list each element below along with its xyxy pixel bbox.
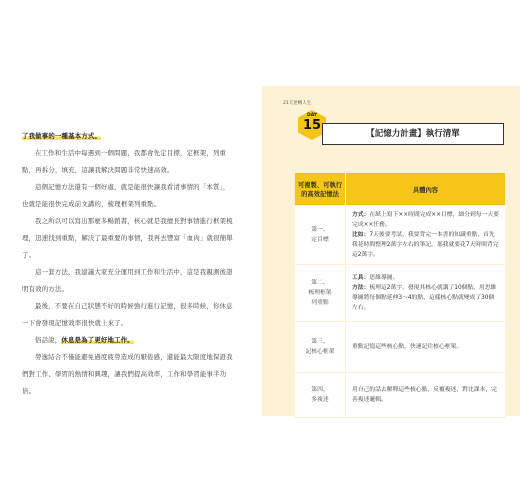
step-content: 方式：在紙上寫下××時間完成××目標，細分到每一天要完成××任務。 比如：7天後要考試，我要背完一本書的知識重點，首先我花時間整理2萬字左右的筆記，那我就要花7天時間背完這2萬字。 xyxy=(346,206,506,265)
paragraph: 在工作和生活中每遇到一個問題，我都會先定目標，定框架，列重點，再拆分，填充，這讓我解決問題非常快速高效。 xyxy=(22,149,227,174)
saying-highlight: 休息是為了更好地工作。 xyxy=(61,336,134,344)
checklist-title: 【記憶力計畫】執行清單 xyxy=(322,123,504,145)
day-label: DAY xyxy=(306,113,318,118)
header-content: 具體內容 xyxy=(346,173,506,206)
paragraph: 這個記憶方法還有一個好處，就是能很快讓我看清事情的「本質」，也就是能很快完成前文講的，梳理框架列重點。 xyxy=(22,183,230,208)
header-steps: 可複製、可執行 的高效記憶法 xyxy=(295,173,346,206)
table-row xyxy=(295,373,506,418)
paragraph: 最後，不要在自己狀態不好的時候強行進行記憶，很多時候，你休息一下會發現記憶效率很快就上來了。 xyxy=(22,302,233,327)
closing-paragraph: 勞逸結合不僅能避免過度疲勞造成的厭倦感，還能最大限度地保證我們對工作、學習的熱情和興趣，讓我們提高效率，工作和學習能事半功倍。 xyxy=(22,353,233,395)
step-label: 第四、 多複述 xyxy=(295,373,346,418)
step-label: 第二、 梳理框架 列重點 xyxy=(295,265,346,322)
table-row xyxy=(295,265,506,322)
left-body-text xyxy=(22,128,236,400)
step-content: 工具：思維導圖。 方法：梳理這2萬字，發現其核心就講了10個點，用思維導圖將每個點延伸3～4的點，這樣核心點就變成了30個左右。 xyxy=(346,265,506,322)
table-row xyxy=(295,206,506,265)
series-label: 21天逆轉人生 xyxy=(283,101,312,106)
step-content: 用自己的話去解釋這些核心點，反覆複述，對比課本，完善複述邏輯。 xyxy=(346,373,506,418)
step-label: 第一、 定目標 xyxy=(295,206,346,265)
step-label: 第三、 記核心框架 xyxy=(295,322,346,373)
saying-prefix: 俗話說， xyxy=(35,336,62,344)
saying-paragraph xyxy=(22,332,236,349)
paragraph: 這一套方法，我建議大家充分運用到工作和生活中，這是我親測後證明有效的方法。 xyxy=(22,268,233,293)
paragraph: 我之所以可以寫出那麼多暢銷書，核心就是我擅長對事情進行框架梳理，迅速找到重點，解決了最重要的事情，我再去豐富「血肉」就很簡單了。 xyxy=(22,217,233,259)
continued-highlight-line: 了我做事的一種基本方式。 xyxy=(22,132,102,140)
table-row xyxy=(295,322,506,373)
day-number: 15 xyxy=(302,118,322,133)
checklist-table xyxy=(294,172,506,418)
step-content: 重點記憶這些核心點，快速記住核心框架。 xyxy=(346,322,506,373)
